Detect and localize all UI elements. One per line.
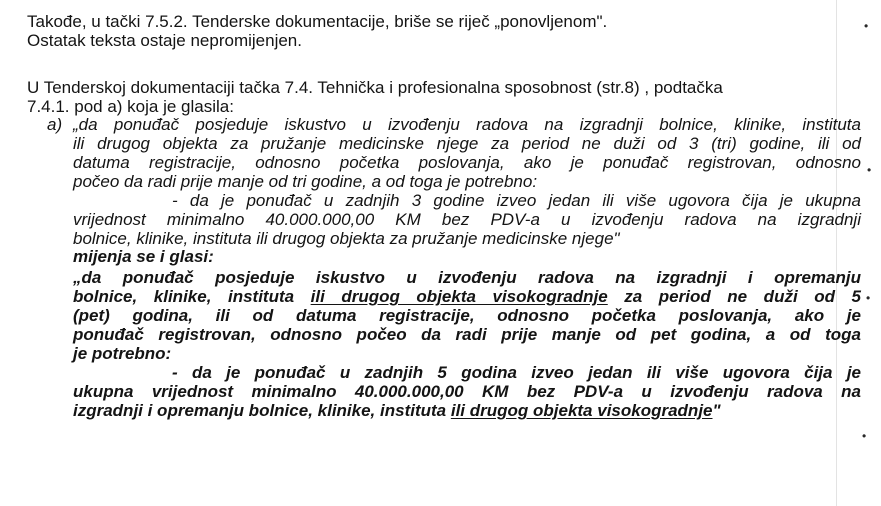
scan-margin-line bbox=[836, 0, 837, 506]
new-text-line-2-end: za period ne duži od 5 bbox=[607, 287, 861, 306]
old-text-line-3: datuma registracije, odnosno početka poslovanja, ako je ponuđač registrovan, odnosno bbox=[73, 153, 861, 172]
old-text-line-1: „da ponuđač posjeduje iskustvo u izvođenju radova na izgradnji bolnice, klinike, instituta bbox=[73, 115, 861, 134]
old-text-line-5: - da je ponuđač u zadnjih 3 godine izveo jedan ili više ugovora čija je ukupna bbox=[172, 191, 861, 210]
scan-mark: • bbox=[864, 19, 869, 33]
scan-mark: • bbox=[862, 429, 867, 443]
new-text-line-2-start: bolnice, klinike, instituta bbox=[73, 287, 311, 306]
change-heading: mijenja se i glasi: bbox=[73, 247, 214, 266]
new-text-line-1: „da ponuđač posjeduje iskustvo u izvođenju radova na izgradnji i opremanju bbox=[73, 268, 861, 287]
new-text-line-7: ukupna vrijednost minimalno 40.000.000,00 KM bez PDV-a u izvođenju radova na bbox=[73, 382, 861, 401]
new-text-line-8-end: " bbox=[712, 401, 721, 420]
scan-mark: • bbox=[866, 291, 871, 305]
new-text-line-8 bbox=[73, 401, 721, 420]
paragraph-2-line-2: 7.4.1. pod a) koja je glasila: bbox=[27, 97, 234, 116]
new-text-line-4: ponuđač registrovan, odnosno počeo da radi prije manje od pet godina, a od toga bbox=[73, 325, 861, 344]
new-text-line-6: - da je ponuđač u zadnjih 5 godina izveo jedan ili više ugovora čija je bbox=[172, 363, 861, 382]
new-text-line-5: je potrebno: bbox=[73, 344, 172, 363]
new-text-line-8-underlined: ili drugog objekta visokogradnje bbox=[450, 401, 713, 420]
old-text-line-2: ili drugog objekta za pružanje medicinske njege za period ne duži od 3 (tri) godine, ili od bbox=[73, 134, 861, 153]
new-text-line-2-underlined: ili drugog objekta visokogradnje bbox=[310, 287, 608, 306]
old-text-line-6: vrijednost minimalno 40.000.000,00 KM bez PDV-a u izvođenju radova na izgradnji bbox=[73, 210, 861, 229]
old-text-line-7: bolnice, klinike, instituta ili drugog objekta za pružanje medicinske njege" bbox=[73, 229, 620, 248]
new-text-line-2 bbox=[73, 287, 861, 306]
paragraph-1-line-1: Takođe, u tački 7.5.2. Tenderske dokumentacije, briše se riječ „ponovljenom". bbox=[27, 12, 608, 31]
scan-mark: • bbox=[867, 163, 872, 177]
new-text-line-8-start: izgradnji i opremanju bolnice, klinike, instituta bbox=[73, 401, 451, 420]
list-marker: a) bbox=[47, 115, 63, 134]
new-text-line-3: (pet) godina, ili od datuma registracije, odnosno početka poslovanja, ako je bbox=[73, 306, 861, 325]
paragraph-1-line-2: Ostatak teksta ostaje nepromijenjen. bbox=[27, 31, 302, 50]
old-text-line-4: počeo da radi prije manje od tri godine, a od toga je potrebno: bbox=[73, 172, 538, 191]
paragraph-2-line-1: U Tenderskoj dokumentaciji tačka 7.4. Tehnička i profesionalna sposobnost (str.8) , podtačka bbox=[27, 78, 723, 97]
